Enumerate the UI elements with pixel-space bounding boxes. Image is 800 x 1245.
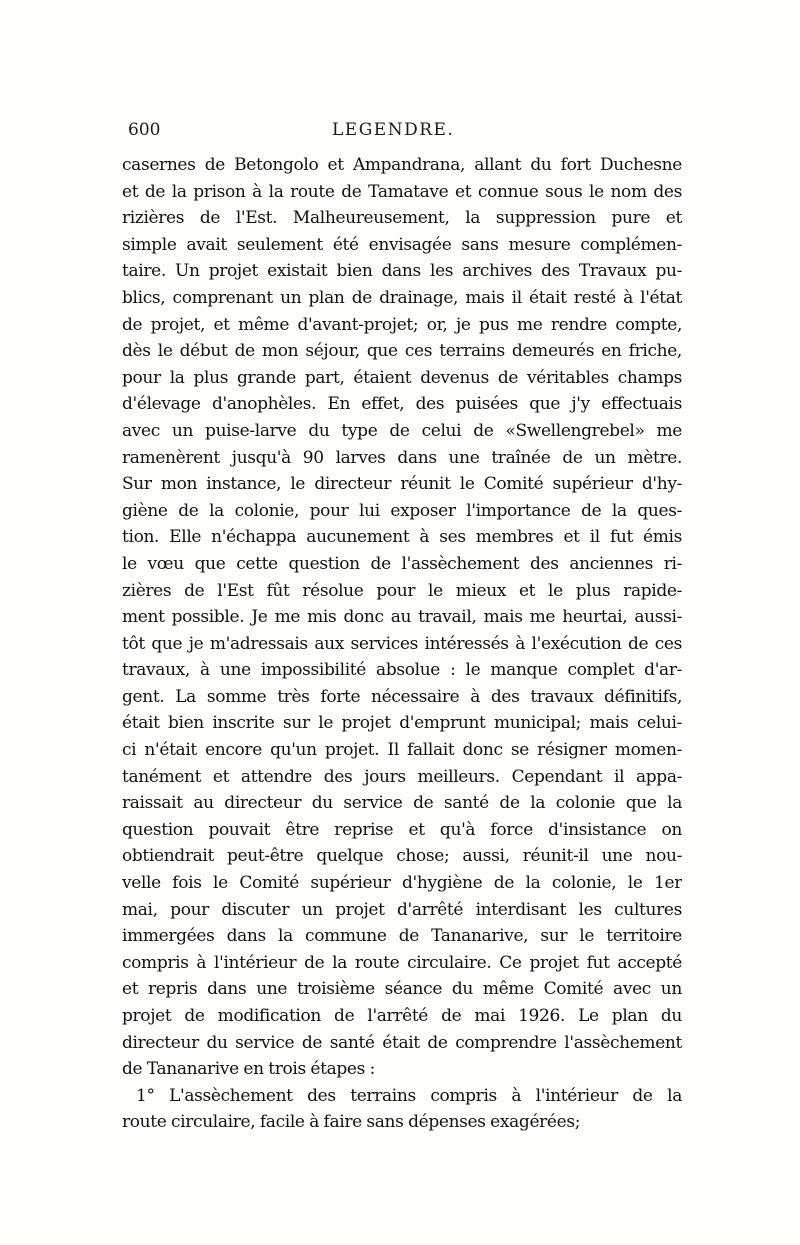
text-line: et de la prison à la route de Tamatave et connue sous le nom des (122, 181, 682, 202)
text-line: immergées dans la commune de Tananarive, sur le territoire (122, 926, 682, 947)
text-line: était bien inscrite sur le projet d'emprunt municipal; mais celui- (122, 713, 682, 734)
body-text (122, 152, 682, 1136)
text-line: d'élevage d'anophèles. En effet, des puisées que j'y effectuais (122, 394, 682, 415)
text-line: et repris dans une troisième séance du même Comité avec un (122, 979, 682, 1000)
running-title: LEGENDRE. (332, 120, 455, 140)
text-line: travaux, à une impossibilité absolue : le manque complet d'ar- (122, 660, 682, 681)
text-line: 1° L'assèchement des terrains compris à l'intérieur de la (136, 1085, 682, 1106)
text-line: tanément et attendre des jours meilleurs. Cependant il appa- (122, 766, 682, 787)
text-line: compris à l'intérieur de la route circulaire. Ce projet fut accepté (122, 952, 682, 973)
text-line: raissait au directeur du service de santé de la colonie que la (122, 793, 682, 814)
text-line: Sur mon instance, le directeur réunit le Comité supérieur d'hy- (122, 474, 682, 495)
text-line: question pouvait être reprise et qu'à force d'insistance on (122, 819, 682, 840)
running-head (124, 120, 692, 144)
text-line: dès le début de mon séjour, que ces terrains demeurés en friche, (122, 341, 682, 362)
text-line: simple avait seulement été envisagée sans mesure complémen- (122, 234, 682, 255)
text-line: ci n'était encore qu'un projet. Il fallait donc se résigner momen- (122, 740, 682, 761)
text-line: taire. Un projet existait bien dans les archives des Travaux pu- (122, 261, 682, 282)
text-line: ramenèrent jusqu'à 90 larves dans une traînée de un mètre. (122, 447, 682, 468)
text-line: directeur du service de santé était de comprendre l'assèchement (122, 1032, 682, 1053)
text-line: le vœu que cette question de l'assèchement des anciennes ri- (122, 553, 682, 574)
text-line: tôt que je m'adressais aux services intéressés à l'exécution de ces (122, 633, 682, 654)
text-line: obtiendrait peut-être quelque chose; aussi, réunit-il une nou- (122, 846, 682, 867)
text-line: avec un puise-larve du type de celui de «Swellengrebel» me (122, 420, 682, 441)
text-line: blics, comprenant un plan de drainage, mais il était resté à l'état (122, 287, 682, 308)
text-line: zières de l'Est fût résolue pour le mieux et le plus rapide- (122, 580, 682, 601)
text-line: mai, pour discuter un projet d'arrêté interdisant les cultures (122, 899, 682, 920)
text-line: velle fois le Comité supérieur d'hygiène de la colonie, le 1er (122, 873, 682, 894)
page-number: 600 (128, 120, 161, 140)
text-line: gent. La somme très forte nécessaire à des travaux définitifs, (122, 686, 682, 707)
text-line: de projet, et même d'avant-projet; or, je pus me rendre compte, (122, 314, 682, 335)
text-line: casernes de Betongolo et Ampandrana, allant du fort Duchesne (122, 155, 682, 175)
text-line: tion. Elle n'échappa aucunement à ses membres et il fut émis (122, 527, 682, 548)
text-line: route circulaire, facile à faire sans dépenses exagérées; (122, 1112, 581, 1133)
text-line: ment possible. Je me mis donc au travail, mais me heurtai, aussi- (122, 607, 682, 628)
text-line: de Tananarive en trois étapes : (122, 1059, 375, 1080)
text-line: rizières de l'Est. Malheureusement, la suppression pure et (122, 208, 682, 229)
text-line: projet de modification de l'arrêté de mai 1926. Le plan du (122, 1006, 682, 1026)
text-line: pour la plus grande part, étaient devenus de véritables champs (122, 367, 682, 388)
text-line: giène de la colonie, pour lui exposer l'importance de la ques- (122, 500, 682, 521)
